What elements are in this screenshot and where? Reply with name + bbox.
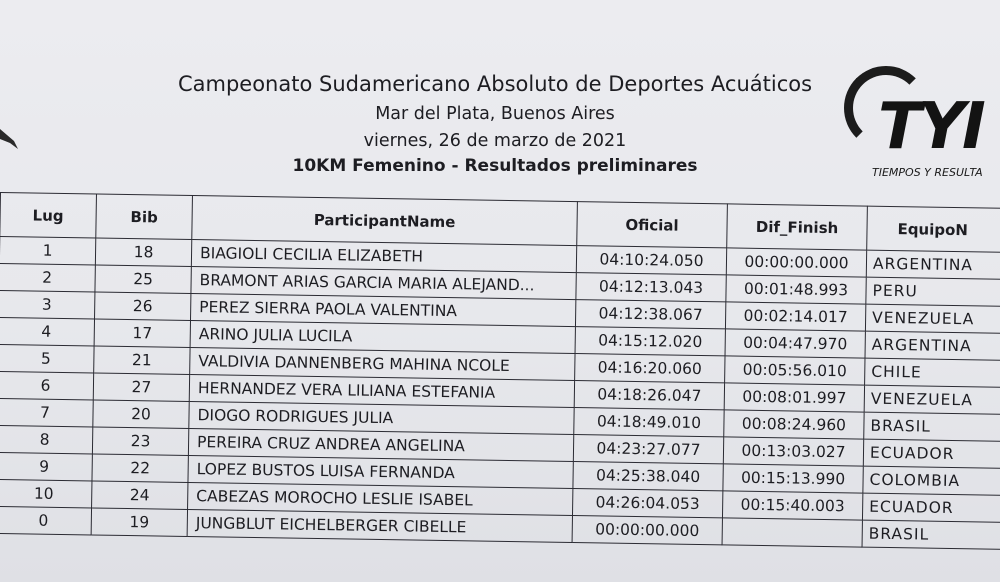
cell-lug: 1 — [0, 237, 96, 266]
column-header-oficial: Oficial — [577, 202, 728, 248]
cell-name: LOPEZ BUSTOS LUISA FERNANDA — [188, 455, 573, 488]
tyr-logo — [838, 60, 1000, 185]
cell-bib: 27 — [93, 373, 189, 402]
cell-equipo: ARGENTINA — [865, 331, 1000, 360]
cell-lug: 5 — [0, 344, 94, 373]
cell-oficial: 04:10:24.050 — [576, 246, 726, 275]
event-title: Campeonato Sudamericano Absoluto de Deportes Acuáticos — [177, 72, 813, 96]
cell-name: DIOGO RODRIGUES JULIA — [189, 401, 574, 434]
ink-mark — [0, 125, 18, 155]
cell-lug: 3 — [0, 290, 95, 319]
cell-dif-finish — [722, 518, 862, 547]
cell-bib: 21 — [94, 346, 190, 375]
cell-dif-finish: 00:13:03.027 — [723, 437, 863, 466]
cell-equipo: COLOMBIA — [863, 466, 1000, 495]
results-title: 10KM Femenino - Resultados preliminares — [292, 156, 698, 176]
cell-bib: 26 — [95, 292, 191, 321]
column-header-equipo: EquipoN — [867, 206, 1000, 252]
cell-bib: 22 — [92, 454, 188, 483]
column-header-participant-name: ParticipantName — [192, 196, 578, 246]
cell-name: HERNANDEZ VERA LILIANA ESTEFANIA — [189, 375, 574, 408]
cell-oficial: 04:16:20.060 — [575, 354, 725, 383]
cell-dif-finish: 00:01:48.993 — [726, 275, 866, 304]
cell-equipo: CHILE — [865, 358, 1000, 387]
cell-bib: 25 — [95, 265, 191, 294]
cell-name: CABEZAS MOROCHO LESLIE ISABEL — [188, 482, 573, 515]
cell-oficial: 00:00:00.000 — [572, 516, 722, 545]
cell-oficial: 04:12:13.043 — [576, 273, 726, 302]
cell-bib: 17 — [94, 319, 190, 348]
cell-dif-finish: 00:04:47.970 — [725, 329, 865, 358]
cell-oficial: 04:12:38.067 — [575, 300, 725, 329]
cell-name: ARINO JULIA LUCILA — [190, 321, 575, 354]
cell-lug: 6 — [0, 371, 94, 400]
event-date: viernes, 26 de marzo de 2021 — [363, 131, 627, 151]
column-header-bib: Bib — [96, 194, 193, 240]
cell-lug: 9 — [0, 452, 92, 481]
cell-bib: 18 — [95, 238, 191, 267]
cell-dif-finish: 00:15:40.003 — [722, 491, 862, 520]
cell-equipo: ARGENTINA — [866, 250, 1000, 279]
cell-dif-finish: 00:05:56.010 — [725, 356, 865, 385]
cell-equipo: BRASIL — [862, 520, 1000, 549]
cell-bib: 20 — [93, 400, 189, 429]
cell-lug: 10 — [0, 479, 92, 508]
cell-lug: 4 — [0, 317, 95, 346]
cell-name: VALDIVIA DANNENBERG MAHINA NCOLE — [190, 348, 575, 381]
cell-dif-finish: 00:02:14.017 — [725, 302, 865, 331]
cell-equipo: BRASIL — [864, 412, 1000, 441]
cell-lug: 0 — [0, 506, 92, 535]
cell-name: BRAMONT ARIAS GARCIA MARIA ALEJAND... — [191, 267, 576, 300]
cell-dif-finish: 00:00:00.000 — [726, 248, 866, 277]
cell-oficial: 04:18:26.047 — [574, 381, 724, 410]
cell-lug: 7 — [0, 398, 93, 427]
cell-name: PEREIRA CRUZ ANDREA ANGELINA — [188, 428, 573, 461]
cell-oficial: 04:15:12.020 — [575, 327, 725, 356]
results-table — [0, 192, 1000, 550]
cell-dif-finish: 00:08:24.960 — [724, 410, 864, 439]
column-header-dif-finish: Dif_Finish — [727, 204, 868, 250]
cell-equipo: VENEZUELA — [864, 385, 1000, 414]
column-header-lug: Lug — [0, 193, 96, 239]
cell-equipo: ECUADOR — [863, 439, 1000, 468]
cell-oficial: 04:18:49.010 — [574, 408, 724, 437]
cell-lug: 2 — [0, 263, 95, 292]
cell-oficial: 04:23:27.077 — [573, 435, 723, 464]
cell-name: BIAGIOLI CECILIA ELIZABETH — [191, 240, 576, 273]
logo-subtitle: TIEMPOS Y RESULTA — [872, 166, 983, 179]
cell-name: JUNGBLUT EICHELBERGER CIBELLE — [187, 509, 572, 542]
cell-dif-finish: 00:08:01.997 — [724, 383, 864, 412]
cell-equipo: ECUADOR — [862, 493, 1000, 522]
logo-text: TYI — [878, 90, 983, 164]
cell-name: PEREZ SIERRA PAOLA VALENTINA — [191, 294, 576, 327]
event-location: Mar del Plata, Buenos Aires — [375, 104, 615, 124]
cell-lug: 8 — [0, 425, 93, 454]
cell-equipo: PERU — [866, 277, 1000, 306]
cell-oficial: 04:26:04.053 — [572, 489, 722, 518]
cell-dif-finish: 00:15:13.990 — [723, 464, 863, 493]
cell-bib: 23 — [92, 427, 188, 456]
cell-bib: 19 — [91, 508, 187, 537]
cell-equipo: VENEZUELA — [865, 304, 1000, 333]
cell-oficial: 04:25:38.040 — [573, 462, 723, 491]
cell-bib: 24 — [92, 481, 188, 510]
